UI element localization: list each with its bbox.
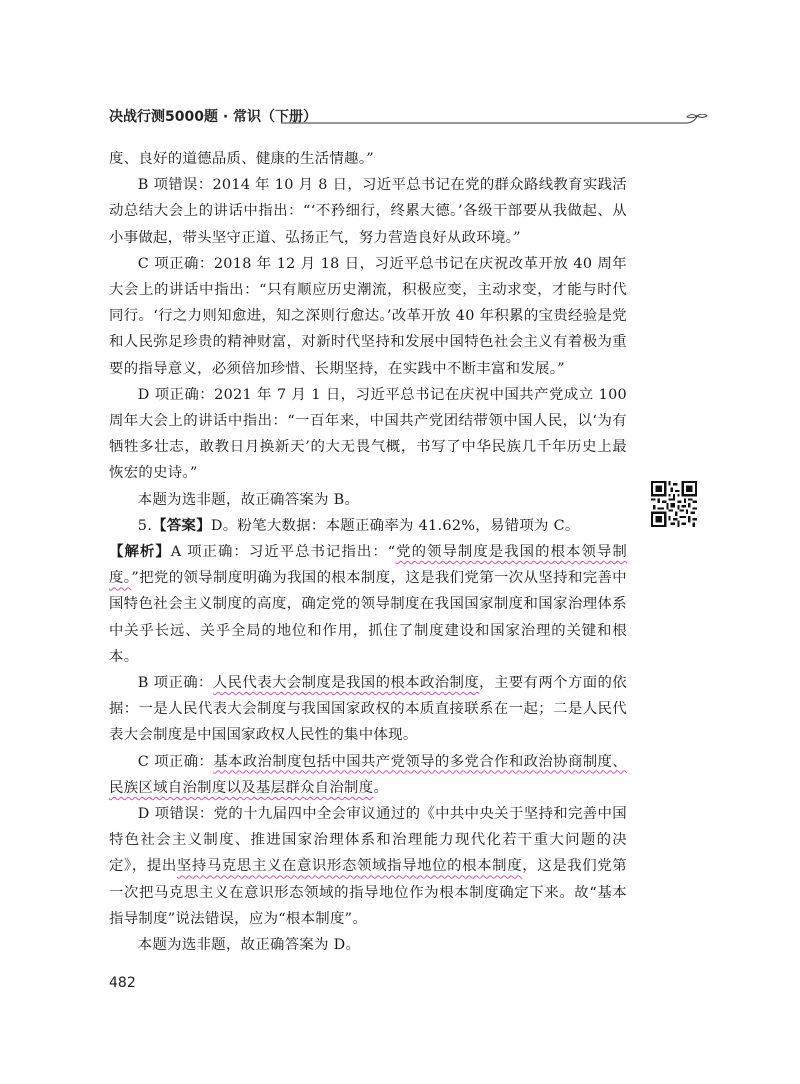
paragraph-continuation: 度、良好的道德品质、健康的生活情趣。”	[109, 151, 374, 167]
highlighted-text: 党的领导制度是我国的根本领导制度。	[109, 544, 628, 587]
analysis-option-a	[109, 539, 627, 670]
answer-tag: 【答案】	[152, 517, 211, 534]
header-title: 决战行测5000题 · 常识（下册）	[109, 109, 318, 125]
analysis-b-lead: B 项正确：	[137, 675, 213, 692]
qr-code-icon[interactable]	[651, 481, 697, 527]
answer-text: D。粉笔大数据：本题正确率为 41.62%，易错项为 C。	[210, 517, 580, 534]
paragraph-conclusion-b: 本题为选非题，故正确答案为 B。	[137, 491, 360, 508]
page-content	[109, 146, 627, 958]
analysis-a-lead: A 项正确：习近平总书记指出：“	[170, 544, 396, 561]
analysis-c-lead: C 项正确：	[137, 753, 214, 770]
answer-number: 5.	[137, 517, 153, 534]
analysis-b-rest: ，主要有两个方面的依据：一是人民代表大会制度与我国国家政权的本质直接联系在一起；二是人民代表大会制度是中国国家政权人民性的集中体现。	[109, 675, 627, 744]
analysis-option-d	[109, 801, 627, 932]
highlighted-text: 坚持马克思主义在意识形态领域指导地位的根本制度	[176, 858, 523, 875]
analysis-c-rest: 。	[373, 779, 389, 796]
analysis-a-rest: ”把党的领导制度明确为我国的根本制度，这是我们党第一次从坚持和完善中国特色社会主义制度的高度，确定党的领导制度在我国国家制度和国家治理体系中关乎长远、关乎全局的地位和作用，抓住了制度建设和国家治理的关键和根本。	[109, 570, 627, 665]
highlighted-text: 基本政治制度包括中国共产党领导的多党合作和政治协商制度、民族区域自治制度以及基层群众自治制度	[109, 753, 627, 796]
analysis-option-b	[109, 670, 627, 749]
analysis-d-lead: D 项错误：党的十九届四中全会审议通过的《中共中央关于坚持和完善中国特色社会主义制度、推进国家治理体系和治理能力现代化若干重大问题的决定》，提出	[109, 806, 627, 875]
analysis-tag: 【解析】	[109, 544, 171, 561]
running-header	[109, 104, 709, 134]
paragraph-conclusion-d: 本题为选非题，故正确答案为 D。	[137, 937, 361, 954]
paragraph-option-b: B 项错误：2014 年 10 月 8 日，习近平总书记在党的群众路线教育实践活动总结大会上的讲话中指出：“‘不矜细行，终累大德。’各级干部要从我做起、从小事做起，带头坚守正道、弘扬正气，努力营造良好从政环境。”	[109, 177, 627, 246]
paragraph-option-c: C 项正确：2018 年 12 月 18 日，习近平总书记在庆祝改革开放 40 周年大会上的讲话中指出：“只有顺应历史潮流，积极应变，主动求变，才能与时代同行。‘行之力则知愈进，知之深则行愈达。’改革开放 40 年积累的宝贵经验是党和人民弥足珍贵的精神财富，对新时代坚持和发展中国特色社会主义有着极为重要的指导意义，必须倍加珍惜、长期坚持，在实践中不断丰富和发展。”	[109, 255, 627, 377]
highlighted-text: 人民代表大会制度是我国的根本政治制度	[212, 675, 480, 692]
analysis-option-c	[109, 749, 627, 801]
paragraph-option-d: D 项正确：2021 年 7 月 1 日，习近平总书记在庆祝中国共产党成立 100 周年大会上的讲话中指出：“一百年来，中国共产党团结带领中国人民，以‘为有牺牲多壮志，敢教日月换新天’的大无畏气概，书写了中华民族几千年历史上最恢宏的史诗。”	[109, 386, 627, 482]
analysis-d-rest: ，这是我们党第一次把马克思主义在意识形态领域的指导地位作为根本制度确定下来。故“基本指导制度”说法错误，应为“根本制度”。	[109, 858, 627, 927]
page-number: 482	[109, 975, 136, 991]
answer-line	[109, 513, 627, 539]
